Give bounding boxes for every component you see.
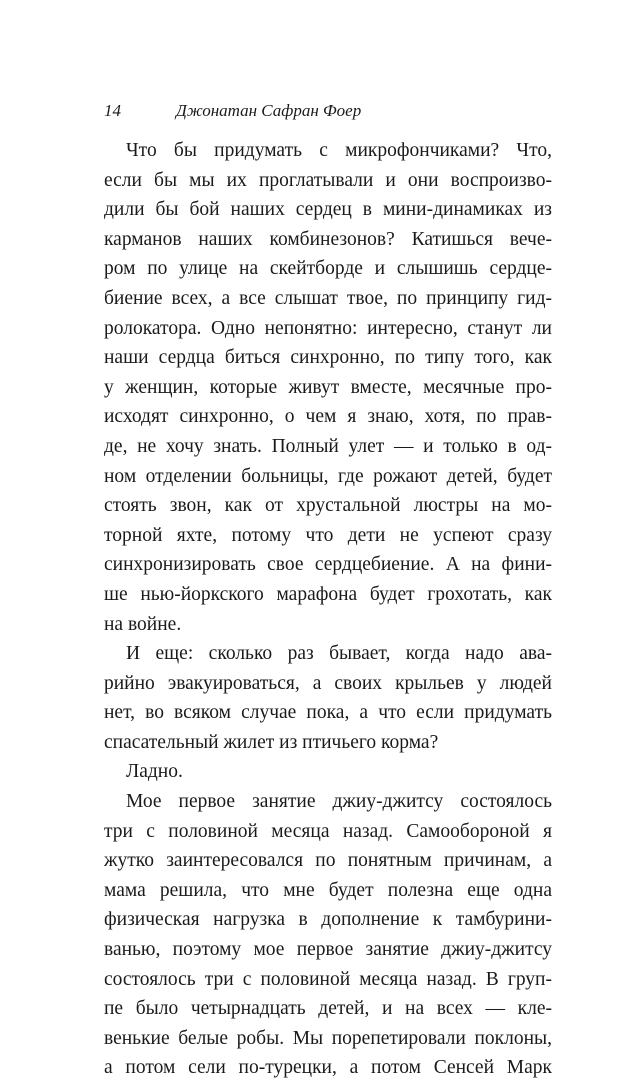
text-line: жутко заинтересовался по понятным причинам, а [104, 850, 552, 872]
text-line: ше нью-йоркского марафона будет грохотать, как [104, 583, 552, 605]
text-line: карманов наших комбинезонов? Катишься вече- [104, 228, 552, 250]
text-line: ром по улице на скейтборде и слышишь сердце- [104, 258, 552, 280]
text-line: исходят синхронно, о чем я знаю, хотя, по прав- [104, 406, 552, 428]
text-line: дили бы бой наших сердец в мини-динамиках из [104, 199, 552, 221]
text-line: стоять звон, как от хрустальной люстры на мо- [104, 495, 552, 517]
text-line: нет, во всяком случае пока, а что если придумать [104, 702, 552, 724]
text-line: если бы мы их проглатывали и они воспроизво- [104, 169, 552, 191]
text-line: де, не хочу знать. Полный улет — и только в од- [104, 435, 552, 457]
text-line: венькие белые робы. Мы порепетировали поклоны, [104, 1027, 552, 1049]
running-head [104, 100, 544, 122]
text-line: ном отделении больницы, где рожают детей, будет [104, 465, 552, 487]
text-line: ролокатора. Одно непонятно: интересно, станут ли [104, 317, 552, 339]
text-line: рийно эвакуироваться, а своих крыльев у людей [104, 672, 552, 694]
text-line: спасательный жилет из птичьего корма? [104, 731, 439, 753]
text-line: И еще: сколько раз бывает, когда надо ава- [126, 643, 552, 665]
text-line: три с половиной месяца назад. Самообороной я [104, 820, 552, 842]
text-line: наши сердца биться синхронно, по типу того, как [104, 347, 552, 369]
text-line: биение всех, а все слышат твое, по принципу гид- [104, 287, 552, 309]
text-line: синхронизировать свое сердцебиение. А на фини- [104, 554, 552, 576]
body-text [104, 136, 552, 1083]
text-line: а потом сели по-турецки, а потом Сенсей Марк [104, 1057, 552, 1079]
text-line: на войне. [104, 613, 182, 635]
text-line: Что бы придумать с микрофончиками? Что, [126, 140, 552, 161]
text-line: торной яхте, потому что дети не успеют сразу [104, 524, 552, 546]
text-line: пе было четырнадцать детей, и на всех — кле- [104, 998, 552, 1020]
text-line: мама решила, что мне будет полезна еще одна [104, 879, 552, 901]
text-line: состоялось три с половиной месяца назад. В груп- [104, 968, 552, 990]
text-line: физическая нагрузка в дополнение к тамбурини- [104, 909, 552, 931]
page-number: 14 [104, 101, 121, 120]
text-line: Мое первое занятие джиу-джитсу состоялось [126, 791, 552, 813]
text-line: ванью, поэтому мое первое занятие джиу-джитсу [104, 939, 552, 961]
author-name: Джонатан Сафран Фоер [176, 101, 362, 120]
text-line: Ладно. [126, 761, 183, 783]
text-line: у женщин, которые живут вместе, месячные про- [104, 376, 552, 398]
